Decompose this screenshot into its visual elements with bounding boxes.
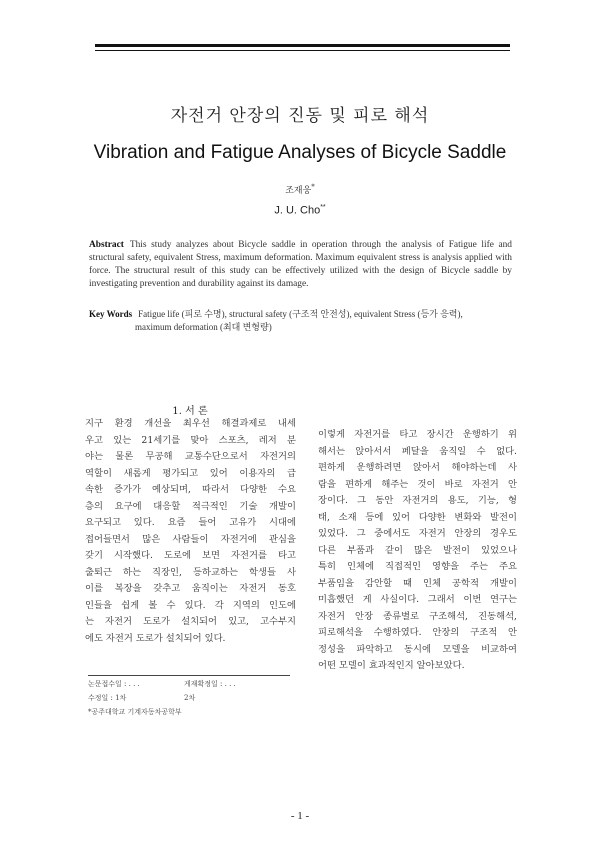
body-line: 람을 편하게 해주는 것이 바로 자전거 안	[318, 478, 517, 490]
paper-title-english: Vibration and Fatigue Analyses of Bicycle Saddle	[93, 142, 507, 163]
body-line: 야는 물론 무공해 교통수단으로서 자전거의	[85, 451, 296, 462]
body-line: 요구되고 있다. 요즘 들어 고유가 시대에	[85, 517, 296, 528]
body-line: 층의 요구에 대응할 적극적인 기술 개발이	[85, 500, 296, 512]
body-line: 어떤 모델이 효과적인지 알아보았다.	[318, 660, 465, 671]
footnotes	[88, 677, 318, 719]
author-korean-mark: *	[311, 183, 315, 191]
body-line: 편하게 운행하려면 앉아서 해야하는데 사	[318, 462, 517, 473]
body-line: 부품임을 감안할 때 인체 공학적 개발이	[318, 577, 517, 589]
top-rule-thick	[95, 44, 510, 47]
body-line: 미흡했던 게 사실이다. 그래서 이번 연구는	[318, 594, 517, 605]
body-line: 다른 부품과 같이 많은 발전이 있었으나	[318, 544, 517, 556]
author-affiliation: *공주대학교 기계자동차공학부	[88, 708, 182, 716]
revision-second: 2차	[184, 694, 196, 702]
body-line: 접어들면서 많은 사람들이 자전거에 관심을	[85, 533, 296, 545]
body-line: 태, 소재 등에 있어 다양한 변화와 발전이	[318, 511, 517, 523]
body-line: 이를 복장을 갖추고 움직이는 자전거 동호	[85, 583, 296, 594]
body-column-right	[318, 427, 517, 675]
author-english	[0, 204, 600, 217]
footnote-dates	[88, 677, 318, 691]
footnote-affiliation	[88, 705, 318, 719]
revision-first: 수정일 : 1차	[88, 694, 127, 702]
body-line: 자전거 안장 종류별로 구조해석, 진동해석,	[318, 610, 517, 622]
body-line: 특히 인체에 직접적인 영향을 주는 주요	[318, 561, 517, 572]
body-line: 있었다. 그 중에서도 자전거 안장의 경우도	[318, 528, 517, 539]
body-line: 정성을 파악하고 동시에 모델을 비교하여	[318, 643, 517, 655]
body-line: 역할이 새롭게 평가되고 있어 이용자의 급	[85, 467, 296, 479]
keywords-label: Key Words	[89, 309, 133, 319]
body-line: 피로해석을 수행하였다. 안장의 구조적 안	[318, 627, 517, 638]
body-line: 장이다. 그 동안 자전거의 용도, 기능, 형	[318, 495, 517, 506]
body-column-left	[85, 416, 296, 647]
author-korean-name: 조재웅	[285, 186, 312, 196]
body-line: 지구 환경 개선을 최우선 해결과제로 내세	[85, 418, 296, 429]
body-line: 갖기 시작했다. 도로에 보면 자전거를 타고	[85, 550, 296, 561]
author-korean	[0, 183, 600, 196]
keywords-line-2: maximum deformation (최대 변형량)	[135, 322, 272, 332]
top-rule-thin	[95, 50, 510, 51]
received-date: 논문접수일 : . . .	[88, 680, 140, 688]
author-english-name: J. U. Cho	[274, 204, 321, 217]
body-line: 인들을 쉽게 볼 수 있다. 각 지역의 인도에	[85, 599, 296, 611]
keywords	[89, 308, 512, 334]
paper-title-korean: 자전거 안장의 진동 및 피로 해석	[170, 106, 430, 126]
body-line: 해서는 앉아서서 페달을 움직일 수 없다.	[318, 445, 517, 457]
abstract	[89, 239, 512, 291]
keywords-line-1: Fatigue life (피로 수명), structural safety (구조적 안전성), equivalent Stress (등가 응력),	[138, 309, 463, 319]
abstract-text: This study analyzes about Bicycle saddle in operation through the analysis of Fatigue life and structural safety, equivalent Stress, maximum deformation. Maximum equivalent stress is analysis applied with force. The structural result of this study can be effectively utilized with the design of Bicycle saddle by investigating prevention and durability against its damage.	[89, 240, 512, 289]
body-line: 우고 있는 21세기를 맞아 스포츠, 레저 분	[85, 434, 296, 446]
abstract-label: Abstract	[89, 240, 124, 250]
body-line: 이렇게 자전거를 타고 장시간 운행하기 위	[318, 429, 517, 440]
section-heading-introduction: 1. 서 론	[172, 406, 208, 417]
body-line: 는 자전거 도로가 설치되어 있고, 고수부지	[85, 616, 296, 627]
page-number: - 1 -	[290, 810, 310, 822]
body-line: 출퇴근 하는 직장인, 등하교하는 학생들 사	[85, 566, 296, 578]
footnote-revisions	[88, 691, 318, 705]
body-line: 에도 자전거 도로가 설치되어 있다.	[85, 632, 226, 644]
accepted-date: 게재확정일 : . . .	[184, 680, 236, 688]
footnote-rule	[88, 675, 290, 676]
body-line: 속한 증가가 예상되며, 따라서 다양한 수요	[85, 484, 296, 495]
author-english-mark: **	[320, 204, 326, 211]
